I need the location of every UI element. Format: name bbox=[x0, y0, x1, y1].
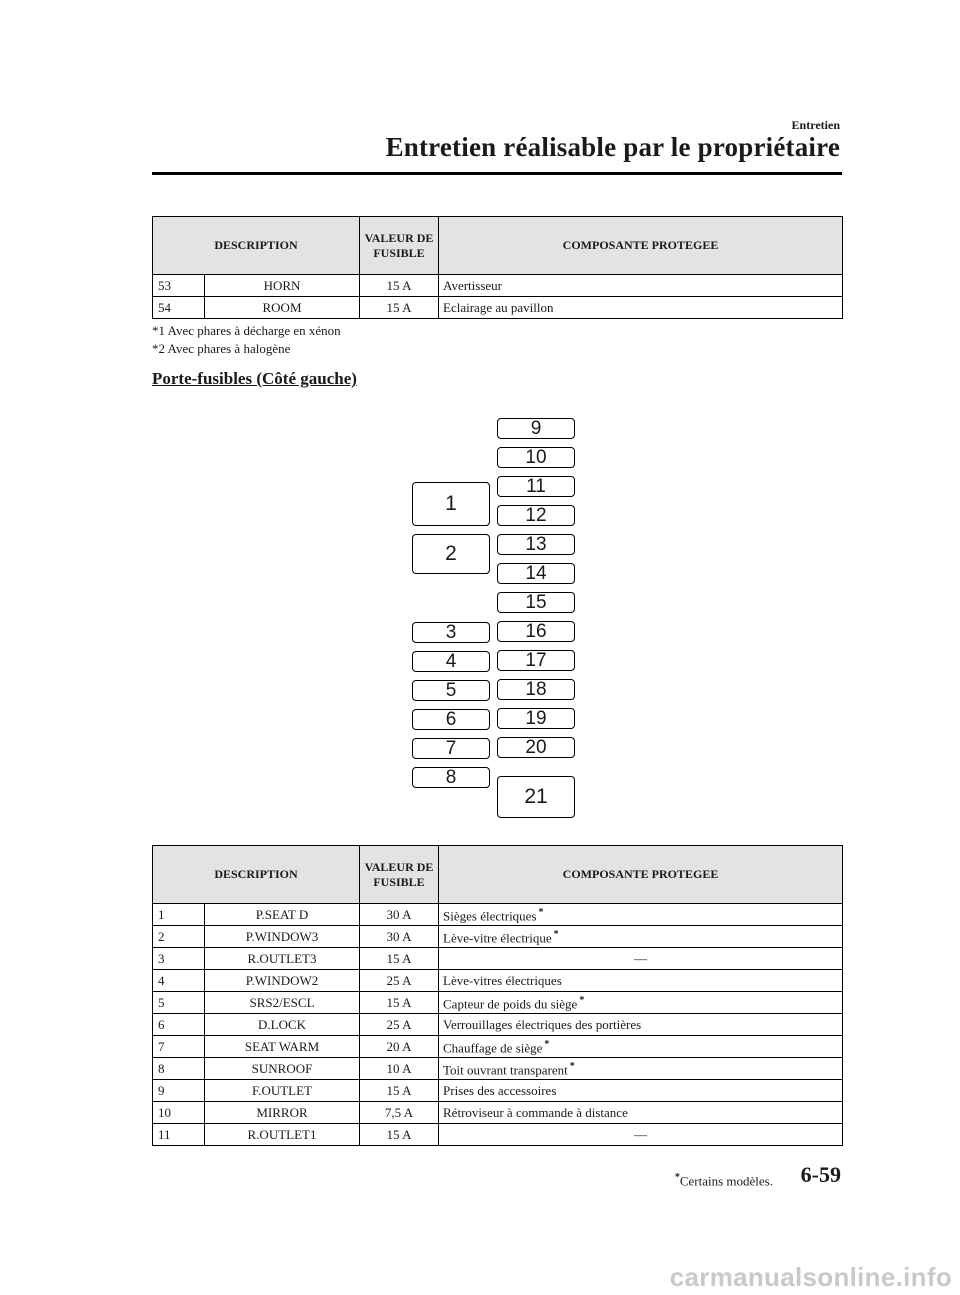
fuse-description: P.SEAT D bbox=[205, 904, 360, 926]
fuse-value: 15 A bbox=[360, 297, 439, 319]
fuse-value: 15 A bbox=[360, 1080, 439, 1102]
page-number: 6-59 bbox=[800, 1162, 841, 1187]
table-row bbox=[153, 904, 843, 926]
table-row bbox=[153, 1036, 843, 1058]
fuse-value: 30 A bbox=[360, 904, 439, 926]
fuse-slot-10: 10 bbox=[497, 447, 575, 468]
table-row bbox=[153, 1058, 843, 1080]
protected-component: Capteur de poids du siège * bbox=[439, 992, 843, 1014]
table-row bbox=[153, 297, 843, 319]
fuse-slot-7: 7 bbox=[412, 738, 490, 759]
page-title: Entretien réalisable par le propriétaire bbox=[385, 132, 840, 162]
fuse-number: 1 bbox=[153, 904, 205, 926]
header-protected-component: COMPOSANTE PROTEGEE bbox=[439, 846, 843, 904]
fuse-slot-20: 20 bbox=[497, 737, 575, 758]
header-fuse-value: VALEUR DE FUSIBLE bbox=[360, 846, 439, 904]
footnote-star-icon: * bbox=[538, 907, 544, 919]
protected-component: Rétroviseur à commande à distance bbox=[439, 1102, 843, 1124]
protected-component: ― bbox=[439, 948, 843, 970]
fuse-slot-14: 14 bbox=[497, 563, 575, 584]
header-description: DESCRIPTION bbox=[153, 846, 360, 904]
fuse-value: 7,5 A bbox=[360, 1102, 439, 1124]
fuse-description: P.WINDOW3 bbox=[205, 926, 360, 948]
fuse-block-heading: Porte-fusibles (Côté gauche) bbox=[152, 369, 357, 388]
fuse-slot-21: 21 bbox=[497, 776, 575, 818]
fuse-description: HORN bbox=[205, 275, 360, 297]
fuse-number: 54 bbox=[153, 297, 205, 319]
fuse-number: 7 bbox=[153, 1036, 205, 1058]
fuse-description: MIRROR bbox=[205, 1102, 360, 1124]
fuse-number: 2 bbox=[153, 926, 205, 948]
fuse-slot-8: 8 bbox=[412, 767, 490, 788]
protected-component: Sièges électriques * bbox=[439, 904, 843, 926]
fuse-slot-9: 9 bbox=[497, 418, 575, 439]
header-fuse-value: VALEUR DE FUSIBLE bbox=[360, 217, 439, 275]
fuse-value: 25 A bbox=[360, 970, 439, 992]
fuse-slot-6: 6 bbox=[412, 709, 490, 730]
footer-note bbox=[673, 1172, 773, 1189]
protected-component: Lève-vitre électrique * bbox=[439, 926, 843, 948]
fuse-slot-19: 19 bbox=[497, 708, 575, 729]
protected-component: Eclairage au pavillon bbox=[439, 297, 843, 319]
table-row bbox=[153, 1014, 843, 1036]
protected-component: Prises des accessoires bbox=[439, 1080, 843, 1102]
footer-note-text: Certains modèles. bbox=[679, 1173, 773, 1189]
fuse-description: SEAT WARM bbox=[205, 1036, 360, 1058]
fuse-description: SUNROOF bbox=[205, 1058, 360, 1080]
fuse-value: 15 A bbox=[360, 992, 439, 1014]
fuse-description: F.OUTLET bbox=[205, 1080, 360, 1102]
fuse-slot-11: 11 bbox=[497, 476, 575, 497]
protected-component: Chauffage de siège * bbox=[439, 1036, 843, 1058]
fuse-slot-4: 4 bbox=[412, 651, 490, 672]
fuse-value: 15 A bbox=[360, 275, 439, 297]
protected-component: ― bbox=[439, 1124, 843, 1146]
fuse-slot-16: 16 bbox=[497, 621, 575, 642]
table-header-row bbox=[153, 846, 843, 904]
header-protected-component: COMPOSANTE PROTEGEE bbox=[439, 217, 843, 275]
fuse-value: 15 A bbox=[360, 1124, 439, 1146]
fuse-value: 20 A bbox=[360, 1036, 439, 1058]
protected-component: Avertisseur bbox=[439, 275, 843, 297]
fuse-number: 4 bbox=[153, 970, 205, 992]
fuse-value: 10 A bbox=[360, 1058, 439, 1080]
footnote-2: *2 Avec phares à halogène bbox=[152, 341, 291, 356]
table-row bbox=[153, 1102, 843, 1124]
fuse-slot-17: 17 bbox=[497, 650, 575, 671]
fuse-number: 3 bbox=[153, 948, 205, 970]
fuse-value: 15 A bbox=[360, 948, 439, 970]
table-row bbox=[153, 275, 843, 297]
fuse-number: 11 bbox=[153, 1124, 205, 1146]
fuse-table-2 bbox=[152, 845, 843, 1146]
fuse-description: R.OUTLET3 bbox=[205, 948, 360, 970]
fuse-number: 5 bbox=[153, 992, 205, 1014]
fuse-slot-1: 1 bbox=[412, 482, 490, 526]
table-row bbox=[153, 1124, 843, 1146]
table-row bbox=[153, 992, 843, 1014]
fuse-number: 53 bbox=[153, 275, 205, 297]
fuse-number: 8 bbox=[153, 1058, 205, 1080]
fuse-table-1 bbox=[152, 216, 843, 319]
footnote-star-icon: * bbox=[553, 929, 559, 941]
fuse-slot-15: 15 bbox=[497, 592, 575, 613]
fuse-description: SRS2/ESCL bbox=[205, 992, 360, 1014]
fuse-slot-13: 13 bbox=[497, 534, 575, 555]
table-row bbox=[153, 948, 843, 970]
footnote-star-icon: * bbox=[579, 995, 585, 1007]
fuse-description: ROOM bbox=[205, 297, 360, 319]
watermark: carmanualsonline.info bbox=[669, 1262, 952, 1292]
fuse-description: R.OUTLET1 bbox=[205, 1124, 360, 1146]
section-label: Entretien bbox=[791, 118, 840, 132]
table-row bbox=[153, 970, 843, 992]
fuse-slot-2: 2 bbox=[412, 534, 490, 574]
fuse-number: 6 bbox=[153, 1014, 205, 1036]
footnote-1: *1 Avec phares à décharge en xénon bbox=[152, 323, 341, 338]
footnote-star-icon: * bbox=[544, 1039, 550, 1051]
protected-component: Lève-vitres électriques bbox=[439, 970, 843, 992]
fuse-slot-3: 3 bbox=[412, 622, 490, 643]
fuse-slot-5: 5 bbox=[412, 680, 490, 701]
header-description: DESCRIPTION bbox=[153, 217, 360, 275]
fuse-value: 25 A bbox=[360, 1014, 439, 1036]
protected-component: Verrouillages électriques des portières bbox=[439, 1014, 843, 1036]
fuse-description: P.WINDOW2 bbox=[205, 970, 360, 992]
fuse-slot-18: 18 bbox=[497, 679, 575, 700]
title-divider bbox=[152, 172, 842, 175]
footnote-star-icon: * bbox=[674, 1172, 680, 1183]
fuse-slot-12: 12 bbox=[497, 505, 575, 526]
fuse-number: 10 bbox=[153, 1102, 205, 1124]
table-header-row bbox=[153, 217, 843, 275]
fuse-value: 30 A bbox=[360, 926, 439, 948]
fuse-description: D.LOCK bbox=[205, 1014, 360, 1036]
protected-component: Toit ouvrant transparent * bbox=[439, 1058, 843, 1080]
table-row bbox=[153, 926, 843, 948]
fuse-number: 9 bbox=[153, 1080, 205, 1102]
table-row bbox=[153, 1080, 843, 1102]
footnote-star-icon: * bbox=[569, 1061, 575, 1073]
